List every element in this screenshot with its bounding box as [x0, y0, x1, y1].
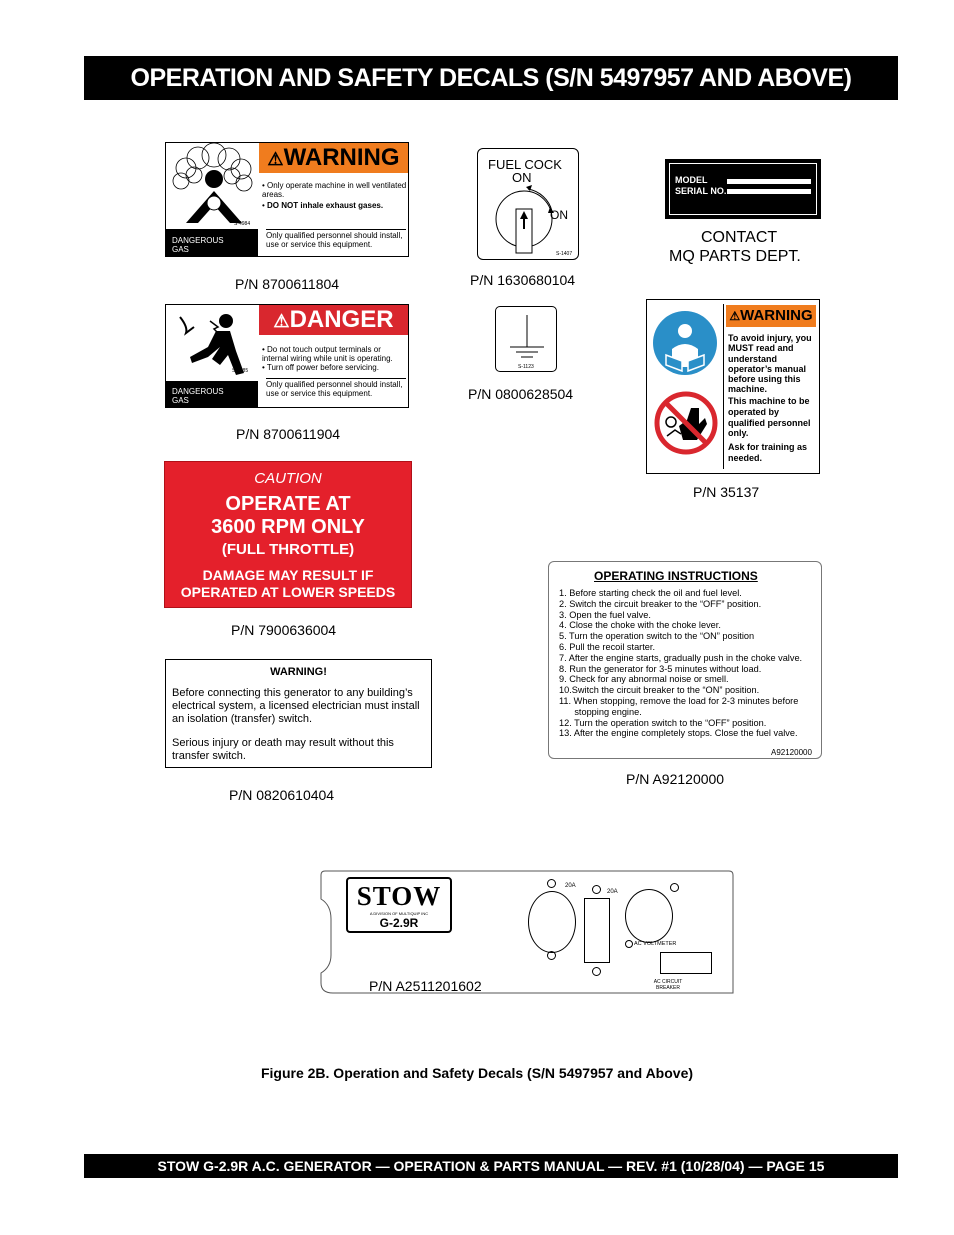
- page-header: OPERATION AND SAFETY DECALS (S/N 5497957 AND ABOVE): [84, 56, 898, 100]
- ground-decal: [495, 306, 557, 372]
- breaker-label: AC CIRCUIT BREAKER: [653, 979, 683, 991]
- operate-line: OPERATE AT: [225, 493, 351, 515]
- part-number: P/N 8700611804: [235, 276, 340, 292]
- warning-heading: ⚠WARNING: [726, 305, 816, 327]
- operating-instructions-decal: [548, 561, 822, 759]
- fuel-cock-decal: [477, 148, 579, 260]
- instruction-item: 6. Pull the recoil starter.: [559, 641, 656, 652]
- transfer-paragraph: Before connecting this generator to any building’s electrical system, a licensed electrician must install an isolation (transfer) switch.: [172, 687, 420, 725]
- instruction-item: 10.Switch the circuit breaker to the “ON” position.: [559, 685, 760, 696]
- manual-warning-text-3: Ask for training as needed.: [728, 442, 808, 463]
- instruction-item: 5. Turn the operation switch to the “ON” position: [559, 631, 755, 642]
- warning-triangle-icon: ⚠: [273, 311, 290, 331]
- warning-bullets: [262, 181, 407, 210]
- part-number: P/N 0820610404: [229, 787, 335, 803]
- throttle-line: (FULL THROTTLE): [221, 541, 355, 558]
- transfer-heading: WARNING!: [270, 666, 327, 678]
- side-label: DANGEROUS GAS: [172, 387, 224, 405]
- instruction-item: 2. Switch the circuit breaker to the “OFF” position.: [559, 598, 762, 609]
- decal-code: S-4984: [234, 221, 251, 227]
- fuel-cock-title: FUEL COCK: [488, 157, 562, 172]
- model-field-line: [727, 179, 811, 184]
- manual-warning-text: To avoid injury, you MUST read and understand operator’s manual before using this machine.: [728, 333, 812, 395]
- instruction-item: 3. Open the fuel valve.: [559, 609, 651, 620]
- rpm-line: 3600 RPM ONLY: [211, 516, 365, 538]
- serial-label: SERIAL NO.: [675, 186, 727, 196]
- danger-heading: ⚠DANGER: [259, 305, 408, 335]
- screw-hole-icon: [592, 967, 601, 976]
- panel-model: G-2.9R: [379, 916, 419, 930]
- instruction-item: 9. Check for any abnormal noise or smell.: [559, 674, 729, 685]
- part-number: P/N 8700611904: [236, 426, 341, 442]
- fumes-pictogram-icon: [166, 143, 258, 229]
- part-number: P/N 7900636004: [231, 622, 337, 638]
- instruction-item: 7. After the engine starts, gradually push in the choke valve.: [559, 652, 803, 663]
- control-panel-decal: [319, 869, 735, 997]
- ground-symbol-icon: [504, 313, 550, 361]
- manual-warning-text-2: This machine to be operated by qualified personnel only.: [728, 396, 811, 439]
- brand-logo-box: [346, 877, 452, 933]
- amp-label: 20A: [565, 883, 576, 889]
- part-number: P/N A2511201602: [369, 978, 482, 994]
- figure-caption: Figure 2B. Operation and Safety Decals (S/N 5497957 and Above): [260, 1065, 694, 1081]
- decal-code: S-4985: [232, 368, 249, 374]
- qualified-personnel-note: Only qualified personnel should install, use or service this equipment.: [266, 229, 406, 249]
- instruction-item: 4. Close the choke with the choke lever.: [559, 620, 721, 631]
- screw-hole-icon: [670, 883, 679, 892]
- screw-hole-icon: [547, 879, 556, 888]
- model-serial-plate: [665, 159, 821, 219]
- danger-bullets: [262, 345, 407, 372]
- instruction-item: 1. Before starting check the oil and fuel level.: [559, 588, 742, 598]
- warning-heading: ⚠WARNING: [259, 143, 408, 173]
- decal-code: S-1123: [518, 364, 534, 370]
- instruction-item: 11. When stopping, remove the load for 2-3 minutes before: [559, 695, 799, 706]
- caution-label: CAUTION: [254, 470, 322, 487]
- decal-code: A92120000: [771, 748, 812, 757]
- bullet-item: • Only operate machine in well ventilated areas.: [262, 181, 407, 199]
- warning-gas-decal: [165, 142, 409, 257]
- brand-subtitle: A DIVISION OF MULTIQUIP INC: [369, 911, 429, 916]
- caution-rpm-decal: [164, 461, 412, 608]
- voltmeter-circle: [625, 889, 673, 943]
- screw-hole-icon: [592, 885, 601, 894]
- damage-line: DAMAGE MAY RESULT IF: [202, 567, 374, 583]
- instructions-title: OPERATING INSTRUCTIONS: [594, 569, 758, 583]
- danger-electrical-decal: [165, 304, 409, 408]
- part-number: P/N 35137: [693, 484, 760, 500]
- outlet-circle: [528, 891, 576, 953]
- damage-line-2: OPERATED AT LOWER SPEEDS: [180, 584, 396, 600]
- switch-slot: [584, 898, 610, 963]
- part-number: P/N A92120000: [626, 771, 725, 787]
- transfer-switch-decal: [165, 659, 432, 768]
- instructions-list: [559, 588, 821, 739]
- instruction-item: 8. Run the generator for 3-5 minutes without load.: [559, 663, 762, 674]
- breaker-rect: [660, 952, 712, 974]
- bullet-item: • Turn off power before servicing.: [262, 363, 379, 372]
- read-manual-icon: [652, 305, 718, 383]
- instruction-item: 12. Turn the operation switch to the “OFF” position.: [559, 717, 767, 728]
- contact-text-2: MQ PARTS DEPT.: [669, 248, 801, 265]
- screw-hole-icon: [625, 940, 633, 948]
- no-touch-icon: [653, 390, 719, 456]
- transfer-paragraph-2: Serious injury or death may result without this transfer switch.: [172, 737, 394, 762]
- qualified-personnel-note: Only qualified personnel should install, use or service this equipment.: [266, 378, 406, 398]
- bullet-item: • DO NOT inhale exhaust gases.: [262, 201, 384, 210]
- fuel-on-top-label: ON: [512, 170, 532, 185]
- amp-label: 20A: [607, 889, 618, 895]
- read-manual-decal: [646, 299, 820, 474]
- screw-hole-icon: [547, 951, 556, 960]
- instruction-item: stopping engine.: [559, 706, 642, 717]
- brand-logo: STOW: [356, 881, 442, 911]
- instruction-item: 13. After the engine completely stops. Close the fuel valve.: [559, 728, 798, 739]
- contact-text: CONTACT: [701, 229, 778, 246]
- fuel-on-right-label: ON: [550, 208, 568, 222]
- warning-triangle-icon: ⚠: [729, 309, 741, 323]
- page-footer: STOW G-2.9R A.C. GENERATOR — OPERATION & PARTS MANUAL — REV. #1 (10/28/04) — PAGE 15: [84, 1154, 898, 1178]
- decal-code: S-1407: [556, 251, 573, 257]
- manual-divider: [723, 304, 724, 469]
- serial-field-line: [727, 189, 811, 194]
- warning-triangle-icon: ⚠: [267, 149, 284, 169]
- model-label: MODEL: [675, 175, 708, 185]
- voltmeter-label: AC VOLTMETER: [634, 941, 677, 947]
- bullet-item: • Do not touch output terminals or internal wiring while unit is operating.: [262, 345, 393, 363]
- part-number: P/N 0800628504: [468, 386, 574, 402]
- part-number: P/N 1630680104: [470, 272, 576, 288]
- side-label: DANGEROUS GAS: [172, 236, 224, 254]
